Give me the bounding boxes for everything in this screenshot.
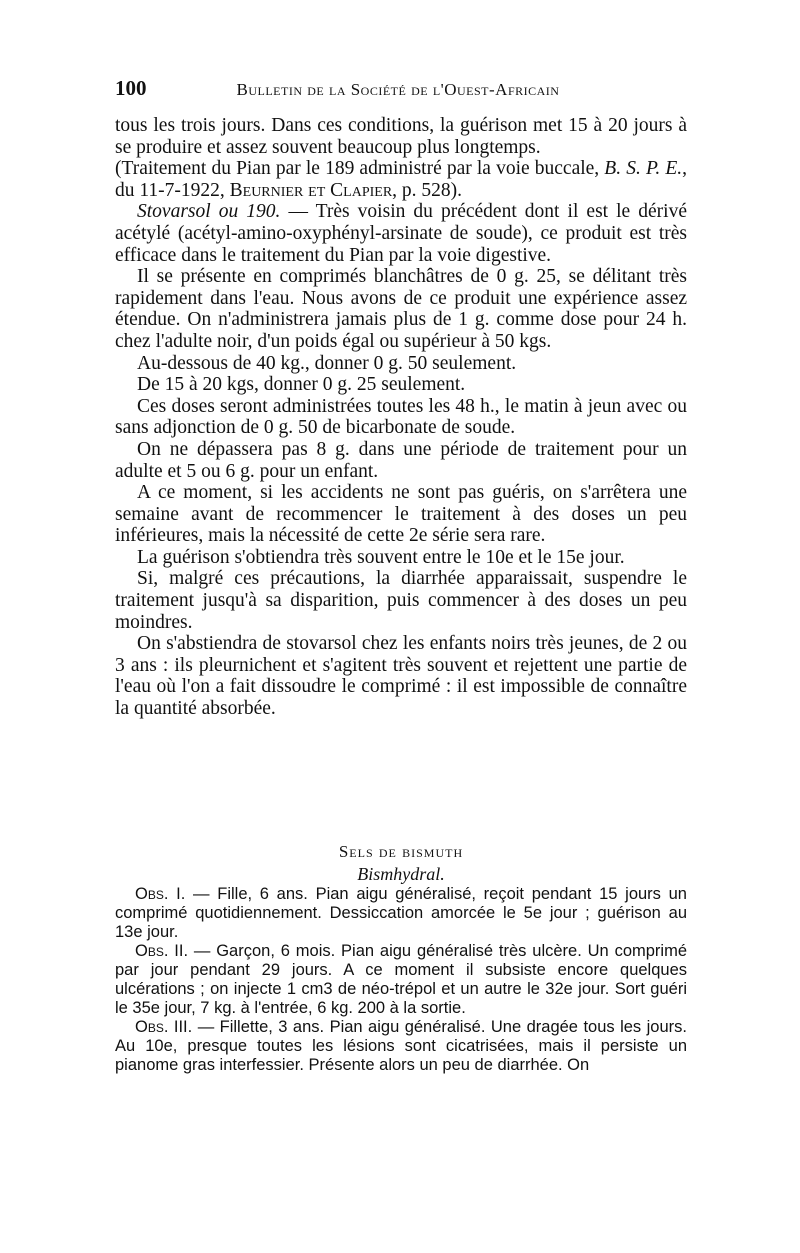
observation-label: Obs. I. [135, 885, 186, 903]
running-title: Bulletin de la Société de l'Ouest-Africain [236, 80, 560, 99]
paragraph: De 15 à 20 kgs, donner 0 g. 25 seulement. [137, 374, 466, 396]
journal-abbrev: B. S. P. E. [604, 158, 683, 180]
reference-text: (Traitement du Pian par le 189 administré par la voie buccale, [115, 158, 605, 180]
section-title: Sels de bismuth [338, 842, 464, 861]
observations-block [115, 885, 687, 1075]
reference-text: , p. 528). [392, 179, 463, 201]
paragraph: Ces doses seront administrées toutes les 48 h., le matin à jeun avec ou sans adjonction de 0 g. 50 de bicarbonate de soude. [115, 395, 687, 439]
observation [115, 885, 687, 942]
reference-paragraph [115, 158, 687, 201]
section-subtitle: Bismhydral. [357, 864, 445, 884]
main-text [115, 115, 687, 720]
page-number: 100 [115, 76, 147, 100]
paragraph: tous les trois jours. Dans ces conditions, la guérison met 15 à 20 jours à se produire et assez souvent beaucoup plus longtemps. [115, 115, 687, 158]
observation-label: Obs. II. [135, 942, 189, 960]
observation-text: — Fillette, 3 ans. Pian aigu généralisé. Une dragée tous les jours. Au 10e, presque toutes les lésions sont cicatrisées, mais il persiste un pianome gras interfessier. Présente alors un peu de diarrhée. On [115, 1018, 687, 1074]
paragraph: Au-dessous de 40 kg., donner 0 g. 50 seulement. [137, 352, 517, 374]
observation [115, 942, 687, 1018]
paragraph: A ce moment, si les accidents ne sont pas guéris, on s'arrêtera une semaine avant de recommencer le traitement à des doses un peu inférieures, mais la nécessité de cette 2e série sera rare. [115, 482, 687, 547]
observation-text: — Garçon, 6 mois. Pian aigu généralisé très ulcère. Un comprimé par jour pendant 29 jours. A ce moment il subsiste encore quelques ulcérations ; on injecte 1 cm3 de néo-trépol et un autre le 32e jour. Sort guéri le 35e jour, 7 kg. à l'entrée, 6 kg. 200 à la sortie. [115, 942, 688, 1017]
paragraph: On s'abstiendra de stovarsol chez les enfants noirs très jeunes, de 2 ou 3 ans : ils pleurnichent et s'agitent très souvent et rejettent une partie de l'eau où l'on a fait dissoudre le comprimé : il est impossible de connaître la quantité absorbée. [115, 633, 687, 720]
observation [115, 1018, 687, 1075]
observation-label: Obs. III. [135, 1018, 193, 1036]
reference-authors: Beurnier et Clapier [229, 179, 393, 201]
page-header [115, 76, 685, 101]
paragraph: Il se présente en comprimés blanchâtres de 0 g. 25, se délitant très rapidement dans l'eau. Nous avons de ce produit une expérience assez étendue. On n'administrera jamais plus de 1 g. comme dose pour 24 h. chez l'adulte noir, d'un poids égal ou supérieur à 50 kgs. [115, 266, 687, 352]
paragraph-text: — Très voisin du précédent dont il est le dérivé acétylé (acétyl-amino-oxyphényl-arsinate de soude), ce produit est très efficace dans le traitement du Pian par la voie digestive. [115, 201, 687, 266]
drug-heading: Stovarsol ou 190. [137, 201, 281, 223]
reference-text: , du 11-7-1922, [115, 158, 687, 201]
paragraph: On ne dépassera pas 8 g. dans une période de traitement pour un adulte et 5 ou 6 g. pour un enfant. [115, 438, 687, 482]
paragraph: La guérison s'obtiendra très souvent entre le 10e et le 15e jour. [137, 546, 625, 568]
paragraph [115, 201, 687, 266]
observation-text: — Fille, 6 ans. Pian aigu généralisé, reçoit pendant 15 jours un comprimé quotidiennement. Dessiccation amorcée le 5e jour ; guérison au 13e jour. [115, 885, 687, 941]
paragraph: Si, malgré ces précautions, la diarrhée apparaissait, suspendre le traitement jusqu'à sa disparition, puis commencer à des doses un peu moindres. [115, 568, 687, 633]
